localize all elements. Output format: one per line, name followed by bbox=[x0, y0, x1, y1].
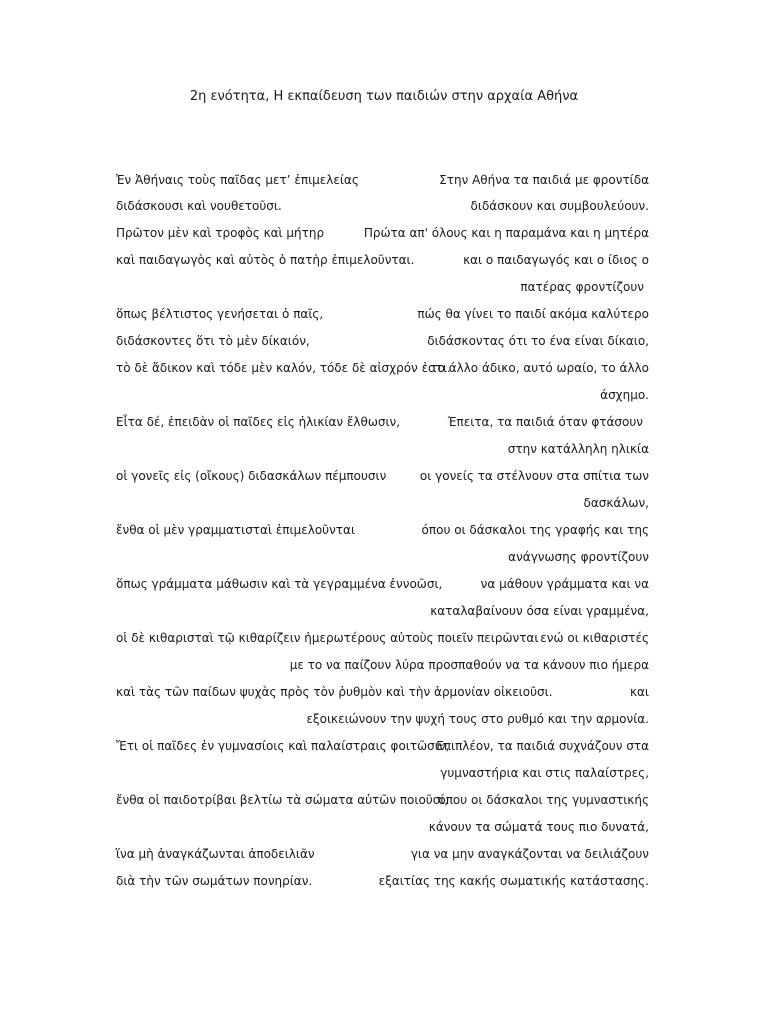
modern-translation: για να μην αναγκάζονται να δειλιάζουν bbox=[410, 847, 649, 861]
modern-translation: Πρώτα απ' όλους και η παραμάνα και η μητέρα bbox=[363, 226, 649, 240]
modern-translation: όπου οι δάσκαλοι της γυμναστικής bbox=[438, 793, 649, 807]
modern-translation: εξαιτίας της κακής σωματικής κατάστασης. bbox=[378, 874, 649, 888]
modern-translation: να μάθουν γράμματα και να bbox=[480, 577, 649, 591]
modern-translation: Στην Αθήνα τα παιδιά με φροντίδα bbox=[439, 173, 649, 187]
ancient-text: ἔνθα οἱ παιδοτρίβαι βελτίω τὰ σώματα αὐτῶν ποιοῦσι, bbox=[116, 793, 449, 807]
modern-translation: γυμναστήρια και στις παλαίστρες, bbox=[440, 766, 649, 780]
modern-translation: στην κατάλληλη ηλικία bbox=[507, 442, 649, 456]
modern-translation: με το να παίζουν λύρα προσπαθούν να τα κάνουν πιο ήμερα bbox=[289, 658, 649, 672]
modern-translation: εξοικειώνουν την ψυχή τους στο ρυθμό και την αρμονία. bbox=[306, 712, 649, 726]
modern-translation: άσχημο. bbox=[600, 388, 649, 402]
ancient-text: ὅπως γράμματα μάθωσιν καὶ τὰ γεγραμμένα ἐννοῶσι, bbox=[116, 577, 443, 591]
modern-translation: διδάσκοντας ότι το ένα είναι δίκαιο, bbox=[427, 334, 649, 348]
ancient-text: Ἔτι οἱ παῖδες ἐν γυμνασίοις καὶ παλαίστραις φοιτῶσιν, bbox=[116, 739, 450, 753]
ancient-text: Εἶτα δέ, ἐπειδὰν οἱ παῖδες εἰς ἡλικίαν ἔλθωσιν, bbox=[116, 415, 401, 429]
modern-translation: όπου οι δάσκαλοι της γραφής και της bbox=[421, 523, 649, 537]
modern-translation: διδάσκουν και συμβουλεύουν. bbox=[470, 199, 649, 213]
ancient-text: Ἐν Ἀθήναις τοὺς παῖδας μετ’ ἐπιμελείας bbox=[116, 173, 359, 187]
modern-translation: κάνουν τα σώματά τους πιο δυνατά, bbox=[428, 820, 649, 834]
ancient-text: οἱ γονεῖς εἰς (οἴκους) διδασκάλων πέμπουσιν bbox=[116, 469, 387, 483]
ancient-text: καὶ τὰς τῶν παίδων ψυχὰς πρὸς τὸν ῥυθμὸν καὶ τὴν ἁρμονίαν οἰκειοῦσι. bbox=[116, 685, 553, 699]
page-title: 2η ενότητα, Η εκπαίδευση των παιδιών στην αρχαία Αθήνα bbox=[189, 89, 579, 104]
ancient-text: ἵνα μὴ ἀναγκάζωνται ἀποδειλιᾶν bbox=[116, 847, 315, 861]
ancient-text: διδάσκουσι καὶ νουθετοῦσι. bbox=[116, 199, 282, 213]
modern-translation: δασκάλων, bbox=[583, 496, 649, 510]
modern-translation: Έπειτα, τα παιδιά όταν φτάσουν bbox=[447, 415, 643, 429]
modern-translation: οι γονείς τα στέλνουν στα σπίτια των bbox=[419, 469, 649, 483]
modern-translation: Επιπλέον, τα παιδιά συχνάζουν στα bbox=[436, 739, 649, 753]
ancient-text: διὰ τὴν τῶν σωμάτων πονηρίαν. bbox=[116, 874, 313, 888]
modern-translation: και ο παιδαγωγός και ο ίδιος ο bbox=[463, 253, 649, 267]
modern-translation: ενώ οι κιθαριστές bbox=[540, 631, 649, 645]
ancient-text: καὶ παιδαγωγὸς καὶ αὐτὸς ὁ πατὴρ ἐπιμελοῦνται. bbox=[116, 253, 415, 267]
modern-translation: και bbox=[629, 685, 649, 699]
ancient-text: ὅπως βέλτιστος γενήσεται ὁ παῖς, bbox=[116, 307, 324, 321]
modern-translation: καταλαβαίνουν όσα είναι γραμμένα, bbox=[430, 604, 649, 618]
modern-translation: το άλλο άδικο, αυτό ωραίο, το άλλο bbox=[430, 361, 649, 375]
ancient-text: διδάσκοντες ὅτι τὸ μὲν δίκαιόν, bbox=[116, 334, 310, 348]
ancient-text: οἱ δὲ κιθαρισταὶ τῷ κιθαρίζειν ἡμερωτέρους αὐτοὺς ποιεῖν πειρῶνται bbox=[116, 631, 539, 645]
ancient-text: ἔνθα οἱ μὲν γραμματισταὶ ἐπιμελοῦνται bbox=[116, 523, 355, 537]
modern-translation: πώς θα γίνει το παιδί ακόμα καλύτερο bbox=[417, 307, 649, 321]
ancient-text: Πρῶτον μὲν καὶ τροφὸς καὶ μήτηρ bbox=[116, 226, 325, 240]
modern-translation: ανάγνωσης φροντίζουν bbox=[508, 550, 649, 564]
modern-translation: πατέρας φροντίζουν bbox=[520, 280, 644, 294]
ancient-text: τὸ δὲ ἄδικον καὶ τόδε μὲν καλόν, τόδε δὲ αἰσχρόν ἐστι. bbox=[116, 361, 451, 375]
